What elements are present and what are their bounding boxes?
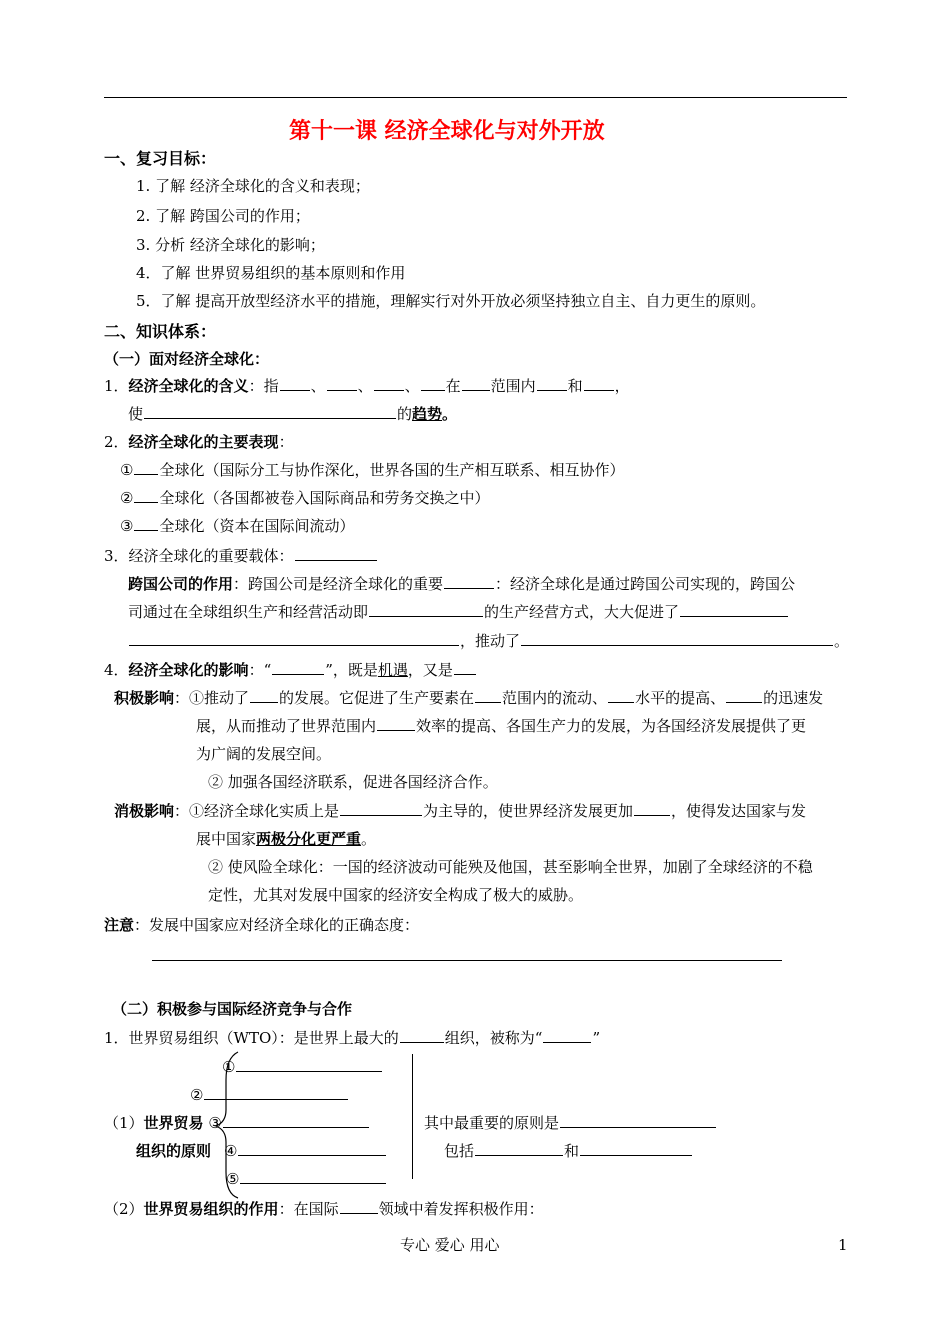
wto-principle-2: ② [190,1085,349,1105]
footer-slogan: 专心 爱心 用心 [400,1236,500,1254]
wto-principle-4: ④ [224,1141,387,1161]
review-heading: 一、复习目标： [104,149,217,168]
page-title: 第十一课 经济全球化与对外开放 [289,118,605,144]
review-item-5: 5．了解 提高开放型经济水平的措施，理解实行对外开放必须坚持独立自主、自力更生的原则。 [136,292,766,310]
review-item-3: 3. 分析 经济全球化的影响； [136,236,325,254]
wto-principle-5: ⑤ [226,1169,387,1189]
subsection-2-heading: （二）积极参与国际经济竞争与合作 [112,1000,353,1018]
point-3-role-2: 司通过在全球组织生产和经营活动即 的生产经营方式，大大促进了 [128,602,789,622]
review-item-1: 1. 了解 经济全球化的含义和表现； [136,177,370,195]
wto-principle-label-2: 组织的原则 [136,1142,212,1160]
negative-impact-item-2a: ② 使风险全球化：一国的经济波动可能殃及他国，甚至影响全世界，加剧了全球经济的不稳 [208,858,813,876]
review-item-2: 2. 了解 跨国公司的作用； [136,207,310,225]
point-2-item-1: ① 全球化（国际分工与协作深化，世界各国的生产相互联系、相互协作） [120,461,625,479]
point-2-heading: 2．经济全球化的主要表现： [104,433,294,451]
point-3-role-1: 跨国公司的作用：跨国公司是经济全球化的重要 ：经济全球化是通过跨国公司实现的，跨国公 [128,575,796,593]
positive-impact-line-3: 为广阔的发展空间。 [196,745,332,763]
negative-impact-line-1: 消极影响：①经济全球化实质上是 为主导的，使世界经济发展更加 ，使得发达国家与发 [114,802,807,820]
negative-impact-item-2b: 定性，尤其对发展中国家的经济安全构成了极大的威胁。 [208,886,584,904]
review-item-4: 4．了解 世界贸易组织的基本原则和作用 [136,264,406,282]
header-rule [104,97,847,98]
page-number: 1 [838,1236,848,1254]
note-line: 注意：发展中国家应对经济全球化的正确态度： [104,916,420,934]
point-3-line: 3．经济全球化的重要载体： [104,546,378,566]
point-1-line-1: 1．经济全球化的含义：指 、 、 、 在 范围内 和 ， [104,377,630,395]
wto-divider [412,1054,413,1179]
positive-impact-line-2: 展，从而推动了世界范围内 效率的提高、各国生产力的发展，为各国经济发展提供了更 [196,717,807,735]
negative-impact-line-2: 展中国家两极分化更严重。 [196,830,377,848]
wto-definition: 1．世界贸易组织（WTO）：是世界上最大的 组织，被称为“ ” [104,1029,601,1047]
wto-role: （2）世界贸易组织的作用：在国际 领域中着发挥积极作用： [104,1200,544,1218]
note-blank-line [152,960,782,961]
point-1-line-2: 使 的趋势。 [128,405,458,423]
system-heading: 二、知识体系： [104,322,217,341]
wto-includes: 包括 和 [444,1141,693,1161]
wto-principle-3: （1）世界贸易 ③ [104,1113,370,1133]
wto-principle-1: ① [222,1057,383,1077]
point-3-role-3: ，推动了 。 [128,631,849,651]
point-4-heading: 4．经济全球化的影响：“ ”，既是机遇，又是 [104,660,477,680]
point-2-item-2: ② 全球化（各国都被卷入国际商品和劳务交换之中） [120,489,490,507]
positive-impact-line-1: 积极影响：①推动了 的发展。它促进了生产要素在 范围内的流动、 水平的提高、 的迅速发 [114,689,824,707]
positive-impact-item-2: ② 加强各国经济联系，促进各国经济合作。 [208,773,498,791]
subsection-1-heading: （一）面对经济全球化： [104,350,270,368]
point-2-item-3: ③ 全球化（资本在国际间流动） [120,517,355,535]
wto-most-important: 其中最重要的原则是 [424,1113,717,1133]
